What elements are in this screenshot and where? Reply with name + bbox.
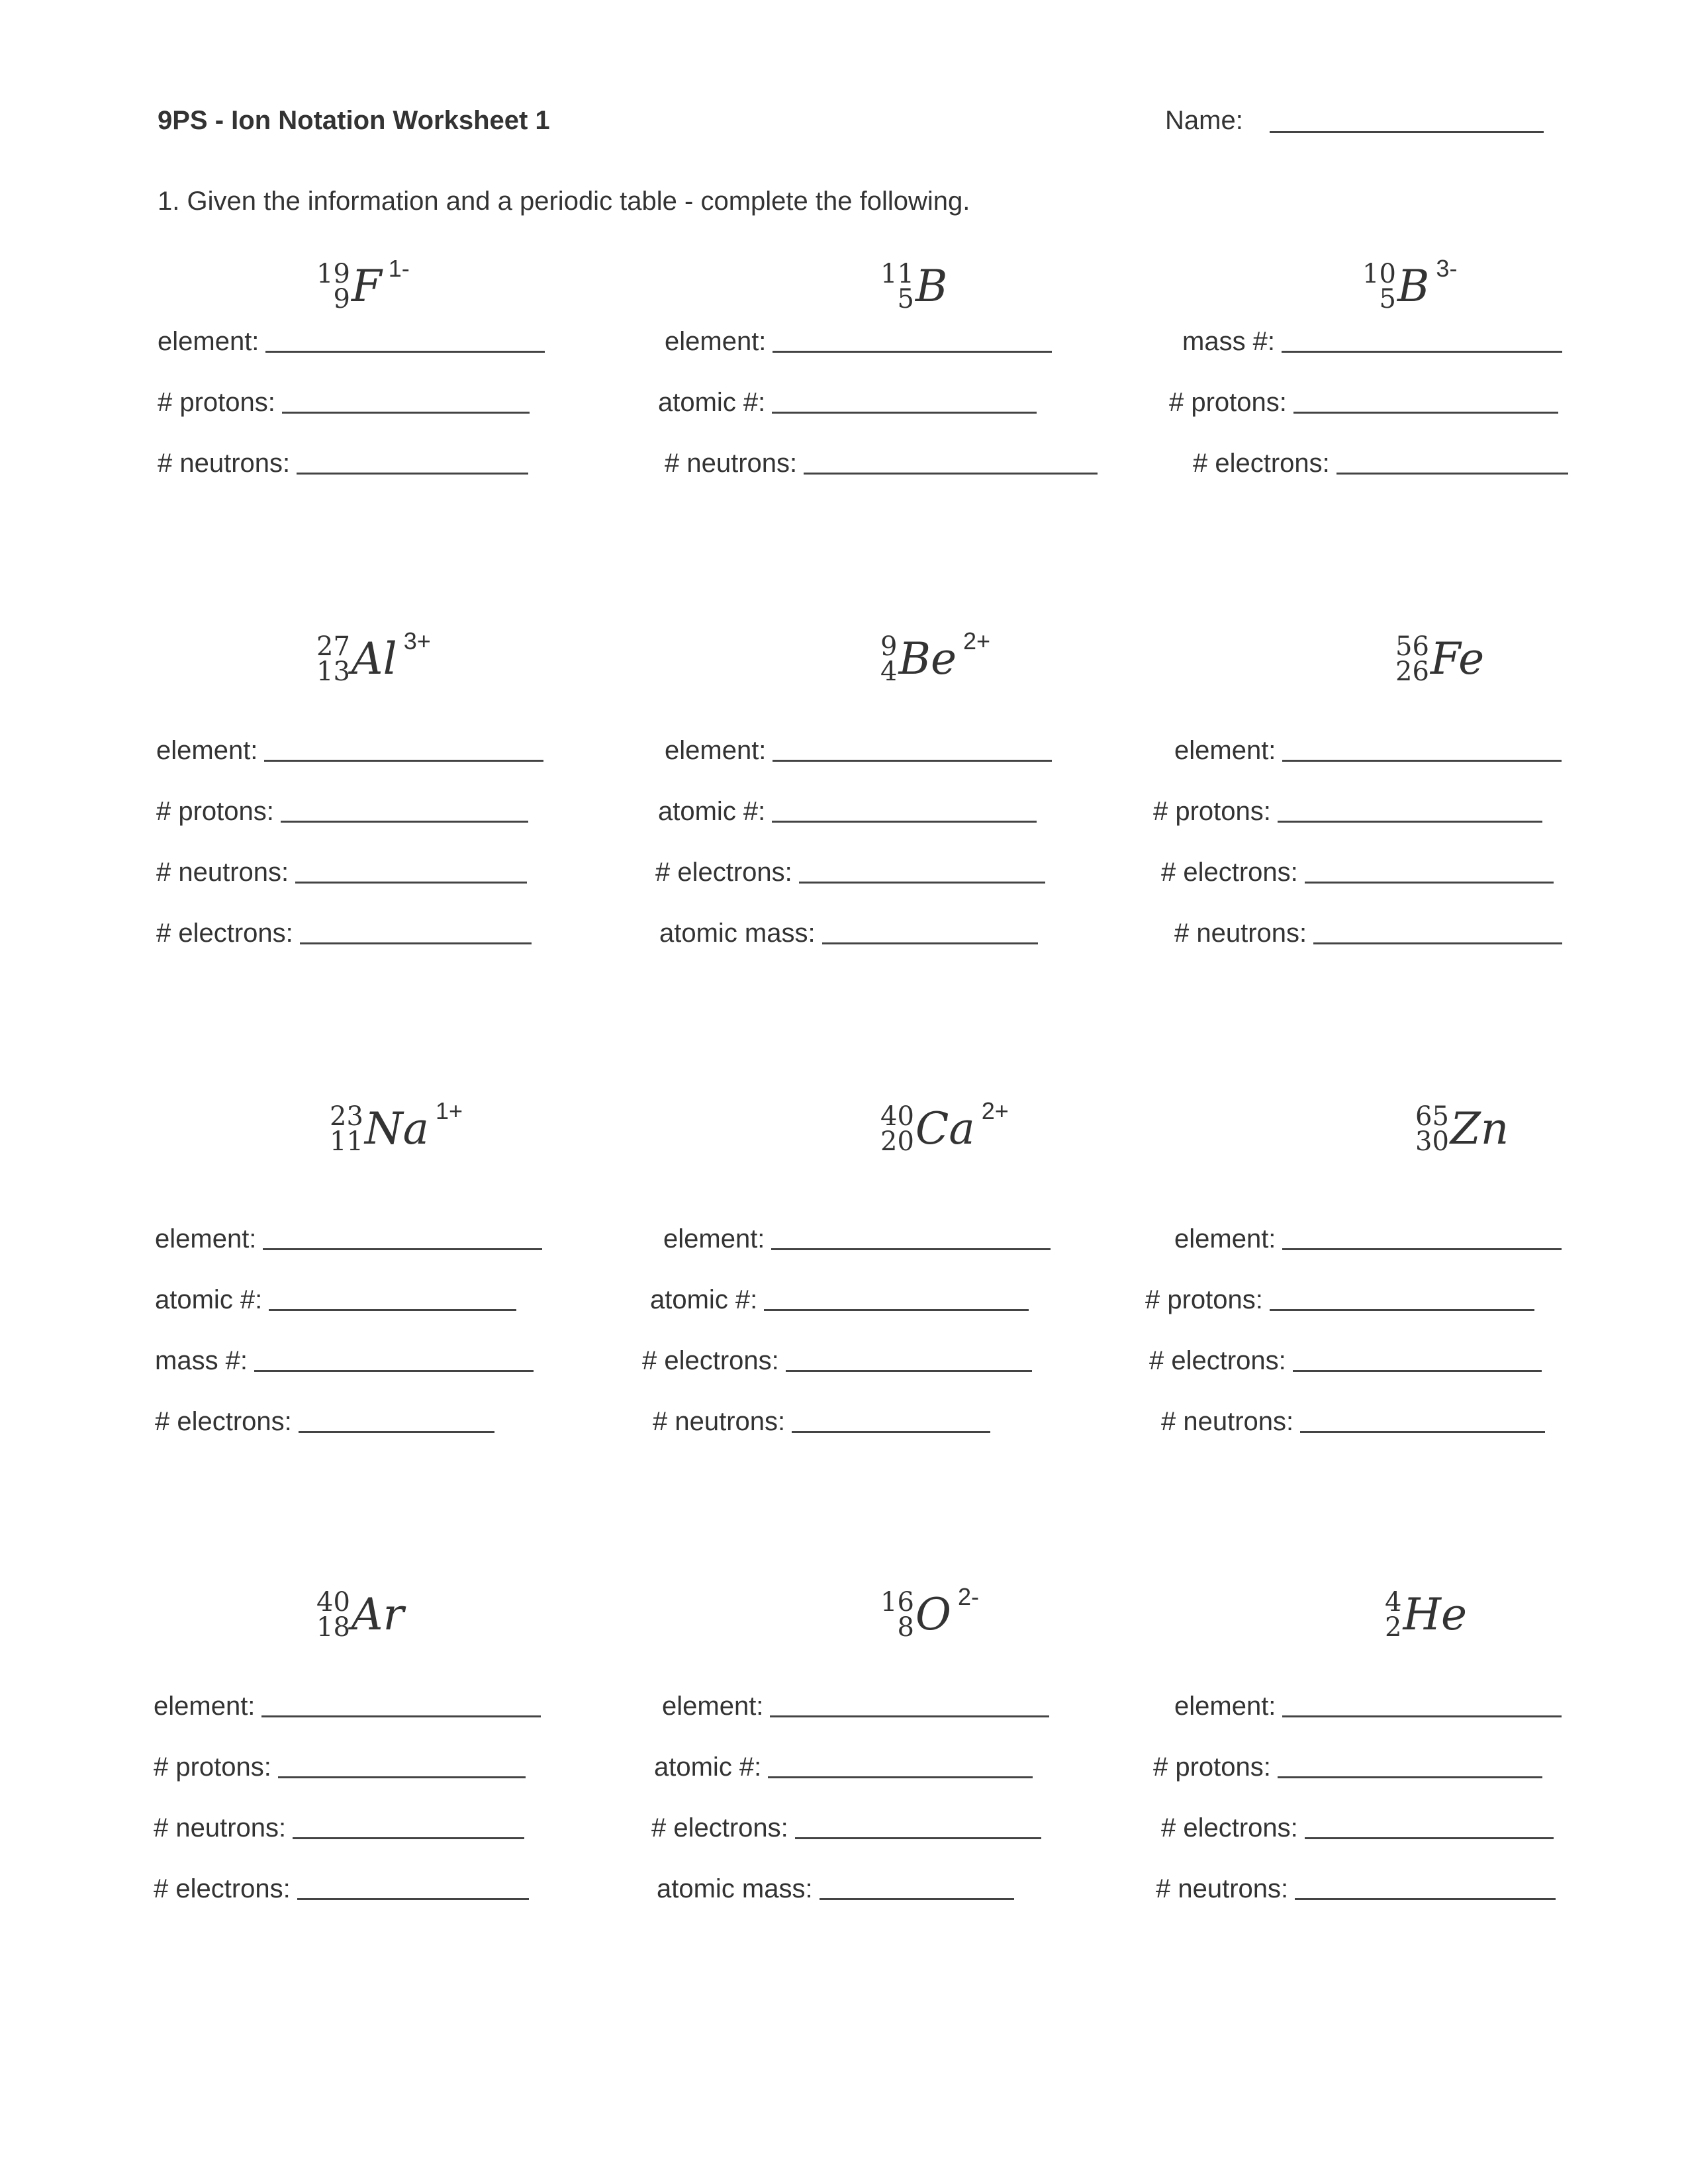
ion-charge: 3+ xyxy=(403,627,431,655)
field-label: mass #: xyxy=(155,1346,248,1375)
field-label: # neutrons: xyxy=(665,449,798,478)
atomic-number: 8 xyxy=(897,1612,914,1643)
ion-notation xyxy=(316,255,410,314)
answer-line[interactable] xyxy=(1293,412,1558,414)
answer-line[interactable] xyxy=(264,760,543,762)
answer-field xyxy=(1161,1813,1554,1843)
mass-number: 27 xyxy=(316,631,350,662)
answer-field xyxy=(156,797,528,827)
field-label: # electrons: xyxy=(651,1813,788,1843)
answer-field xyxy=(663,1224,1051,1254)
answer-line[interactable] xyxy=(297,473,528,475)
answer-field xyxy=(1174,1692,1562,1721)
atomic-number: 18 xyxy=(316,1612,350,1643)
atomic-number: 20 xyxy=(880,1126,914,1157)
answer-line[interactable] xyxy=(1293,1370,1542,1372)
field-label: # protons: xyxy=(154,1752,271,1782)
ion-notation xyxy=(1385,1587,1474,1643)
element-symbol: Ar xyxy=(351,1589,404,1640)
field-label: element: xyxy=(665,736,767,765)
answer-field xyxy=(1161,858,1554,887)
answer-field xyxy=(659,919,1038,948)
mass-number: 16 xyxy=(880,1587,914,1617)
field-label: # electrons: xyxy=(1161,1813,1298,1843)
atomic-number: 11 xyxy=(330,1126,363,1157)
answer-line[interactable] xyxy=(1282,351,1562,353)
answer-line[interactable] xyxy=(1278,821,1542,823)
ion-notation xyxy=(880,1097,1009,1157)
field-label: element: xyxy=(662,1692,764,1721)
answer-field xyxy=(158,327,545,357)
name-input-line[interactable] xyxy=(1270,131,1544,133)
answer-line[interactable] xyxy=(1278,1776,1542,1778)
answer-field xyxy=(155,1285,516,1315)
answer-field xyxy=(158,449,528,478)
answer-field xyxy=(154,1813,524,1843)
answer-line[interactable] xyxy=(804,473,1098,475)
field-label: # electrons: xyxy=(642,1346,779,1375)
field-label: element: xyxy=(665,327,767,356)
answer-line[interactable] xyxy=(792,1431,990,1433)
element-symbol: O xyxy=(915,1589,952,1640)
ion-notation xyxy=(880,1583,980,1643)
answer-line[interactable] xyxy=(1270,1309,1534,1311)
answer-field xyxy=(654,1752,1033,1782)
answer-line[interactable] xyxy=(764,1309,1029,1311)
atomic-number: 26 xyxy=(1395,657,1429,687)
answer-line[interactable] xyxy=(281,821,528,823)
answer-line[interactable] xyxy=(1305,1837,1554,1839)
answer-line[interactable] xyxy=(771,1248,1051,1250)
ion-charge: 2+ xyxy=(963,627,991,655)
field-label: atomic mass: xyxy=(657,1874,813,1903)
answer-field xyxy=(658,797,1037,827)
element-symbol: Fe xyxy=(1430,633,1485,684)
field-label: # neutrons: xyxy=(1161,1407,1294,1436)
atomic-number: 30 xyxy=(1415,1126,1449,1157)
mass-number: 11 xyxy=(880,259,914,289)
answer-field xyxy=(1161,1407,1545,1437)
answer-field xyxy=(1153,1752,1542,1782)
mass-number: 9 xyxy=(880,631,898,662)
element-symbol: B xyxy=(1397,261,1430,312)
answer-line[interactable] xyxy=(1336,473,1568,475)
element-symbol: Zn xyxy=(1450,1103,1509,1154)
ion-notation xyxy=(316,627,431,687)
answer-field xyxy=(655,858,1045,887)
atomic-number: 5 xyxy=(897,284,914,314)
answer-field xyxy=(156,858,527,887)
answer-line[interactable] xyxy=(1282,1715,1562,1717)
answer-line[interactable] xyxy=(295,882,527,884)
answer-line[interactable] xyxy=(254,1370,534,1372)
answer-field xyxy=(658,388,1037,418)
atomic-number: 4 xyxy=(880,657,898,687)
element-symbol: B xyxy=(915,261,948,312)
field-label: # electrons: xyxy=(154,1874,291,1903)
answer-field xyxy=(155,1224,542,1254)
answer-line[interactable] xyxy=(300,942,532,944)
field-label: atomic #: xyxy=(658,388,766,417)
mass-number: 40 xyxy=(880,1101,914,1132)
answer-line[interactable] xyxy=(1282,1248,1562,1250)
answer-field xyxy=(662,1692,1049,1721)
element-symbol: Al xyxy=(351,633,397,684)
answer-line[interactable] xyxy=(269,1309,516,1311)
answer-line[interactable] xyxy=(820,1898,1014,1900)
answer-line[interactable] xyxy=(263,1248,542,1250)
answer-line[interactable] xyxy=(299,1431,494,1433)
answer-line[interactable] xyxy=(772,821,1037,823)
field-label: atomic #: xyxy=(658,797,766,826)
ion-charge: 1- xyxy=(388,255,410,282)
atomic-number: 9 xyxy=(333,284,350,314)
field-label: element: xyxy=(155,1224,257,1253)
answer-line[interactable] xyxy=(282,412,530,414)
answer-field xyxy=(155,1346,534,1376)
name-label: Name: xyxy=(1165,106,1243,135)
field-label: # neutrons: xyxy=(1156,1874,1289,1903)
answer-field xyxy=(155,1407,494,1437)
element-symbol: Na xyxy=(364,1103,430,1154)
answer-line[interactable] xyxy=(786,1370,1032,1372)
answer-field xyxy=(1156,1874,1556,1904)
answer-line[interactable] xyxy=(795,1837,1041,1839)
field-label: element: xyxy=(1174,1692,1276,1721)
answer-field xyxy=(665,327,1052,357)
answer-line[interactable] xyxy=(1305,882,1554,884)
ion-charge: 2+ xyxy=(981,1097,1009,1124)
instructions: 1. Given the information and a periodic table - complete the following. xyxy=(158,187,970,216)
field-label: # electrons: xyxy=(1161,858,1298,887)
answer-line[interactable] xyxy=(773,760,1052,762)
ion-charge: 2- xyxy=(958,1583,980,1610)
element-symbol: Be xyxy=(898,633,957,684)
answer-line[interactable] xyxy=(293,1837,524,1839)
field-label: atomic #: xyxy=(654,1752,762,1782)
answer-line[interactable] xyxy=(773,351,1052,353)
field-label: # electrons: xyxy=(655,858,792,887)
field-label: # neutrons: xyxy=(1174,919,1307,948)
answer-field xyxy=(1169,388,1558,418)
answer-line[interactable] xyxy=(261,1715,541,1717)
field-label: # neutrons: xyxy=(154,1813,287,1843)
atomic-number: 2 xyxy=(1385,1612,1402,1643)
mass-number: 23 xyxy=(330,1101,363,1132)
field-label: element: xyxy=(154,1692,256,1721)
ion-notation xyxy=(880,627,991,687)
ion-charge: 3- xyxy=(1436,255,1458,282)
answer-field xyxy=(653,1407,990,1437)
answer-field xyxy=(1153,797,1542,827)
answer-field xyxy=(154,1874,529,1904)
answer-field xyxy=(1174,919,1562,948)
answer-field xyxy=(1174,736,1562,766)
field-label: # protons: xyxy=(156,797,274,826)
mass-number: 65 xyxy=(1415,1101,1449,1132)
field-label: # electrons: xyxy=(156,919,293,948)
field-label: # electrons: xyxy=(1149,1346,1286,1375)
answer-line[interactable] xyxy=(1313,942,1562,944)
worksheet-title: 9PS - Ion Notation Worksheet 1 xyxy=(158,106,550,135)
answer-field xyxy=(1174,1224,1562,1254)
field-label: # electrons: xyxy=(155,1407,292,1436)
answer-field xyxy=(1149,1346,1542,1376)
answer-field xyxy=(642,1346,1032,1376)
ion-notation xyxy=(880,261,954,312)
mass-number: 56 xyxy=(1395,631,1429,662)
mass-number: 40 xyxy=(316,1587,350,1617)
element-symbol: Ca xyxy=(915,1103,975,1154)
ion-notation xyxy=(316,1587,410,1643)
field-label: atomic #: xyxy=(155,1285,263,1314)
field-label: # protons: xyxy=(1153,797,1271,826)
ion-notation xyxy=(1395,631,1491,687)
atomic-number: 5 xyxy=(1379,284,1396,314)
field-label: # electrons: xyxy=(1193,449,1330,478)
ion-notation xyxy=(1415,1101,1515,1157)
field-label: element: xyxy=(1174,1224,1276,1253)
field-label: # neutrons: xyxy=(653,1407,786,1436)
element-symbol: F xyxy=(351,261,382,312)
answer-field xyxy=(156,919,532,948)
answer-field xyxy=(665,736,1052,766)
field-label: # protons: xyxy=(1145,1285,1263,1314)
ion-notation xyxy=(1362,255,1458,314)
field-label: # neutrons: xyxy=(156,858,289,887)
field-label: # protons: xyxy=(1153,1752,1271,1782)
field-label: element: xyxy=(663,1224,765,1253)
field-label: atomic mass: xyxy=(659,919,816,948)
field-label: # protons: xyxy=(158,388,275,417)
answer-field xyxy=(1145,1285,1534,1315)
answer-line[interactable] xyxy=(770,1715,1049,1717)
answer-line[interactable] xyxy=(822,942,1038,944)
atomic-number: 13 xyxy=(316,657,350,687)
answer-field xyxy=(154,1752,526,1782)
element-symbol: He xyxy=(1403,1589,1468,1640)
ion-notation xyxy=(330,1097,463,1157)
answer-line[interactable] xyxy=(772,412,1037,414)
field-label: element: xyxy=(1174,736,1276,765)
answer-field xyxy=(657,1874,1014,1904)
field-label: # neutrons: xyxy=(158,449,291,478)
answer-field xyxy=(1182,327,1562,357)
answer-line[interactable] xyxy=(799,882,1045,884)
answer-field xyxy=(154,1692,541,1721)
answer-field xyxy=(1193,449,1568,478)
field-label: atomic #: xyxy=(650,1285,758,1314)
answer-line[interactable] xyxy=(278,1776,526,1778)
mass-number: 10 xyxy=(1362,259,1396,289)
answer-field xyxy=(651,1813,1041,1843)
answer-line[interactable] xyxy=(297,1898,529,1900)
field-label: element: xyxy=(158,327,259,356)
ion-charge: 1+ xyxy=(436,1097,463,1124)
answer-field xyxy=(156,736,543,766)
mass-number: 19 xyxy=(316,259,350,289)
answer-line[interactable] xyxy=(768,1776,1033,1778)
answer-line[interactable] xyxy=(1282,760,1562,762)
answer-field xyxy=(158,388,530,418)
field-label: element: xyxy=(156,736,258,765)
field-label: # protons: xyxy=(1169,388,1287,417)
answer-line[interactable] xyxy=(1295,1898,1556,1900)
mass-number: 4 xyxy=(1385,1587,1402,1617)
answer-field xyxy=(665,449,1098,478)
field-label: mass #: xyxy=(1182,327,1276,356)
answer-field xyxy=(650,1285,1029,1315)
answer-line[interactable] xyxy=(1300,1431,1545,1433)
answer-line[interactable] xyxy=(265,351,545,353)
